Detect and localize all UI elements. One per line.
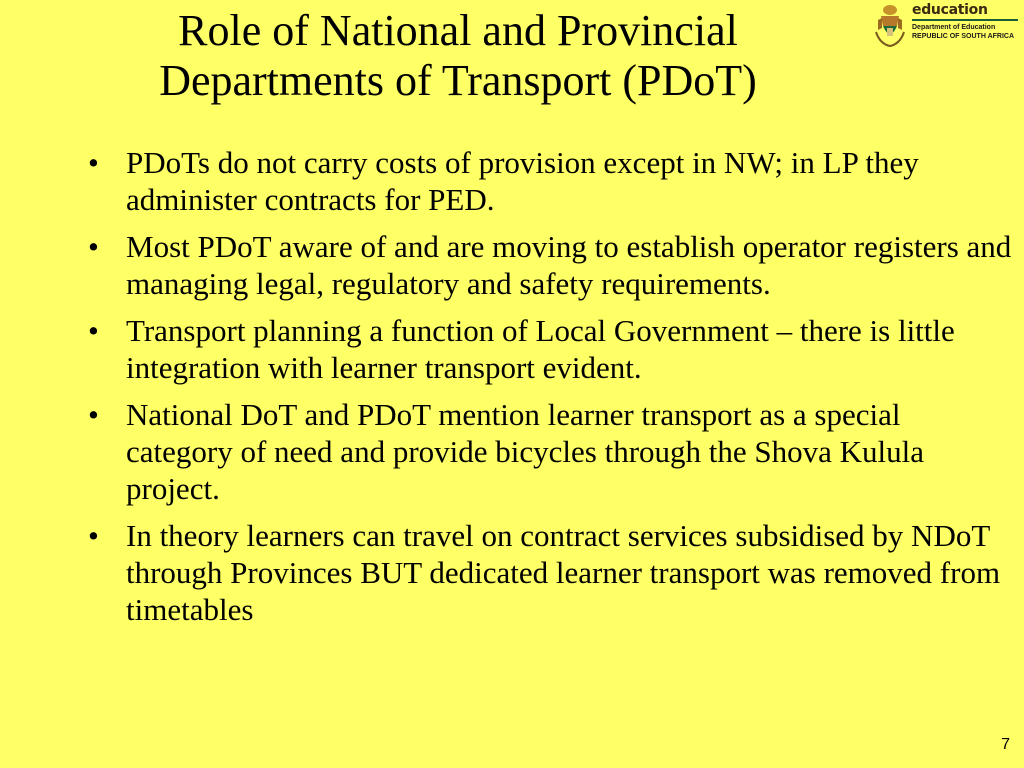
bullet-dot: • [88,397,99,432]
bullet-text: Transport planning a function of Local Government – there is little integration with learner transport evident. [126,313,955,385]
title-line-2: Departments of Transport (PDoT) [159,56,757,105]
page-number: 7 [1001,736,1010,753]
bullet-dot: • [88,518,99,553]
bullet-item [84,517,1014,628]
title-line-1: Role of National and Provincial [178,6,738,55]
bullet-item [84,144,1014,218]
south-africa-coat-of-arms-icon [872,2,908,48]
bullet-item [84,396,1014,507]
education-logo [868,0,1024,52]
bullet-text: National DoT and PDoT mention learner transport as a special category of need and provide bicycles through the Shova Kulula project. [126,397,925,506]
logo-divider [912,19,1018,21]
bullet-list [84,144,1014,638]
bullet-item [84,228,1014,302]
bullet-dot: • [88,145,99,180]
bullet-text: PDoTs do not carry costs of provision except in NW; in LP they administer contracts for PED. [126,145,919,217]
logo-country: REPUBLIC OF SOUTH AFRICA [912,33,1015,40]
bullet-text: In theory learners can travel on contract services subsidised by NDoT through Provinces BUT dedicated learner transport was removed from timetables [126,518,1001,627]
bullet-item [84,312,1014,386]
bullet-dot: • [88,229,99,264]
bullet-dot: • [88,313,99,348]
slide-title [48,6,868,106]
bullet-text: Most PDoT aware of and are moving to establish operator registers and managing legal, regulatory and safety requirements. [126,229,1012,301]
logo-department: Department of Education [912,24,996,31]
logo-brand: education [912,2,988,18]
